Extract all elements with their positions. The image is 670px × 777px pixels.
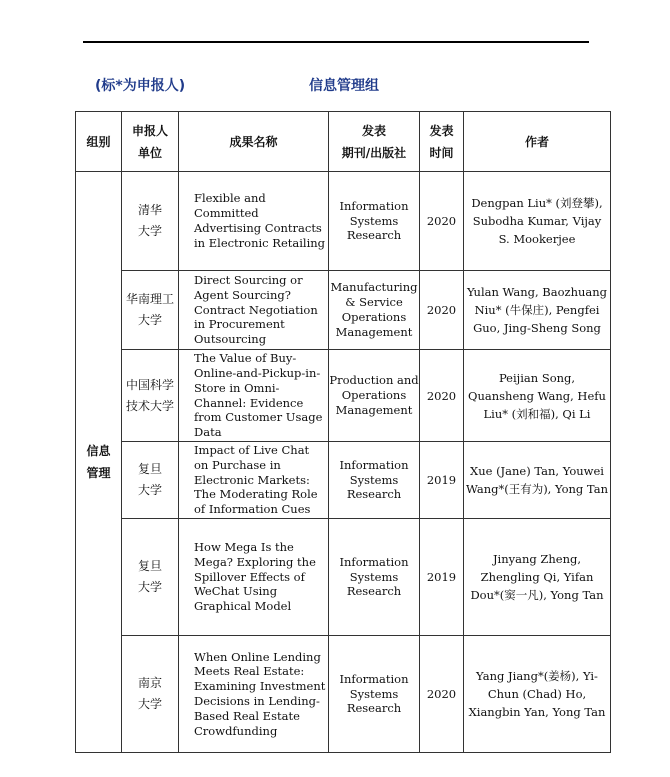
table-row xyxy=(76,350,611,442)
title-cell: How Mega Is the Mega? Exploring the Spillover Effects of WeChat Using Graphical Model xyxy=(179,519,329,636)
header-row xyxy=(76,112,611,172)
unit-cell: 中国科学 技术大学 xyxy=(122,350,179,442)
journal-cell: Information Systems Research xyxy=(329,636,420,753)
unit-cell: 复旦 大学 xyxy=(122,519,179,636)
title-cell: Direct Sourcing or Agent Sourcing? Contract Negotiation in Procurement Outsourcing xyxy=(179,271,329,350)
col-year: 发表 时间 xyxy=(420,112,464,172)
top-rule xyxy=(83,41,589,43)
unit-cell: 华南理工 大学 xyxy=(122,271,179,350)
year-cell: 2020 xyxy=(420,172,464,271)
authors-cell: Peijian Song, Quansheng Wang, Hefu Liu* (刘和福), Qi Li xyxy=(464,350,611,442)
journal-cell: Manufacturing & Service Operations Management xyxy=(329,271,420,350)
col-authors: 作者 xyxy=(464,112,611,172)
authors-cell: Xue (Jane) Tan, Youwei Wang*(王有为), Yong Tan xyxy=(464,442,611,519)
col-group: 组别 xyxy=(76,112,122,172)
table-row xyxy=(76,519,611,636)
year-cell: 2020 xyxy=(420,636,464,753)
col-title: 成果名称 xyxy=(179,112,329,172)
authors-cell: Yulan Wang, Baozhuang Niu* (牛保庄), Pengfei Guo, Jing-Sheng Song xyxy=(464,271,611,350)
journal-cell: Information Systems Research xyxy=(329,172,420,271)
title-cell: When Online Lending Meets Real Estate: Examining Investment Decisions in Lending-Based Real Estate Crowdfunding xyxy=(179,636,329,753)
year-cell: 2020 xyxy=(420,271,464,350)
year-cell: 2019 xyxy=(420,442,464,519)
applicant-note: (标*为申报人) xyxy=(95,78,186,94)
authors-cell: Yang Jiang*(姜杨), Yi-Chun (Chad) Ho, Xiangbin Yan, Yong Tan xyxy=(464,636,611,753)
unit-cell: 清华 大学 xyxy=(122,172,179,271)
journal-cell: Production and Operations Management xyxy=(329,350,420,442)
table-row xyxy=(76,442,611,519)
group-cell: 信息 管理 xyxy=(76,172,122,753)
col-journal: 发表 期刊/出版社 xyxy=(329,112,420,172)
table-row xyxy=(76,172,611,271)
unit-cell: 南京 大学 xyxy=(122,636,179,753)
unit-cell: 复旦 大学 xyxy=(122,442,179,519)
year-cell: 2019 xyxy=(420,519,464,636)
title-cell: The Value of Buy-Online-and-Pickup-in-Store in Omni-Channel: Evidence from Customer Usage Data xyxy=(179,350,329,442)
title-cell: Impact of Live Chat on Purchase in Electronic Markets: The Moderating Role of Information Cues xyxy=(179,442,329,519)
table-row xyxy=(76,271,611,350)
authors-cell: Dengpan Liu* (刘登攀), Subodha Kumar, Vijay S. Mookerjee xyxy=(464,172,611,271)
awards-table xyxy=(75,111,611,753)
col-unit: 申报人 单位 xyxy=(122,112,179,172)
group-title: 信息管理组 xyxy=(309,78,379,94)
table-row xyxy=(76,636,611,753)
authors-cell: Jinyang Zheng, Zhengling Qi, Yifan Dou*(窦一凡), Yong Tan xyxy=(464,519,611,636)
title-cell: Flexible and Committed Advertising Contracts in Electronic Retailing xyxy=(179,172,329,271)
journal-cell: Information Systems Research xyxy=(329,519,420,636)
year-cell: 2020 xyxy=(420,350,464,442)
journal-cell: Information Systems Research xyxy=(329,442,420,519)
